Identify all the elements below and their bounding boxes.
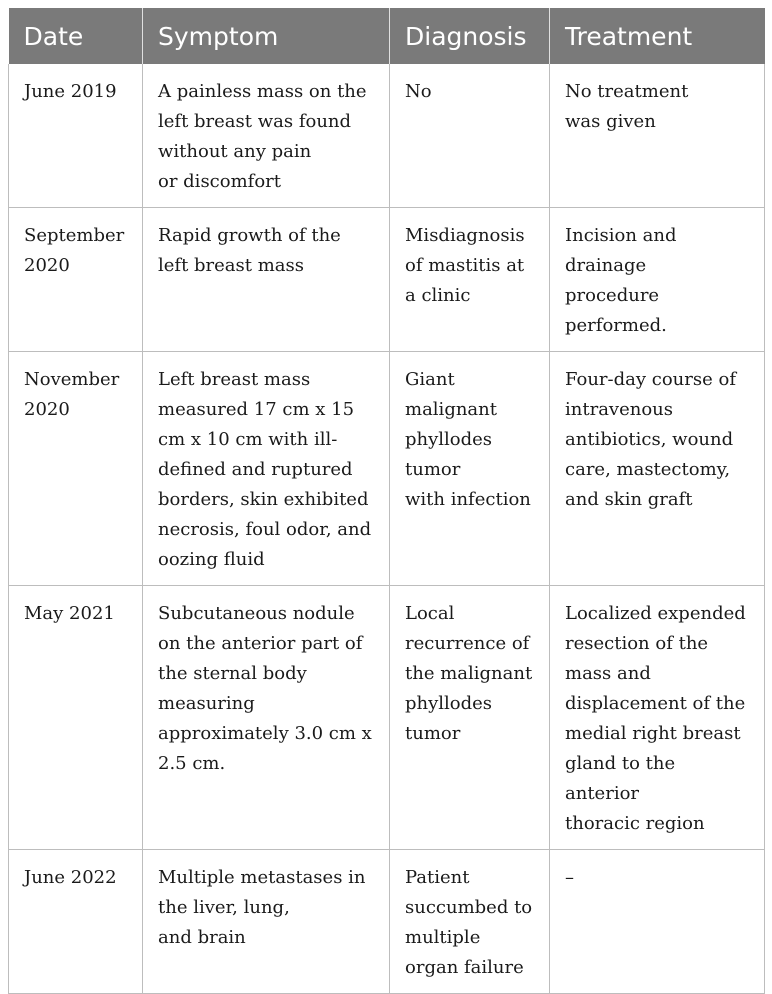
table-row (9, 352, 765, 586)
table-row (9, 586, 765, 850)
header-row (9, 8, 765, 64)
cell-treatment: Localized expended resection of the mass and displacement of the medial right breast gland to the anterior thoracic region (550, 586, 765, 850)
cell-diagnosis: No (390, 64, 550, 208)
table-row (9, 850, 765, 994)
header-diagnosis: Diagnosis (390, 8, 550, 64)
clinical-timeline-table-container (8, 8, 764, 994)
cell-date: September 2020 (9, 208, 143, 352)
cell-treatment: Incision and drainage procedure performed. (550, 208, 765, 352)
cell-diagnosis: Giant malignant phyllodes tumor with infection (390, 352, 550, 586)
table-row (9, 208, 765, 352)
table-header (9, 8, 765, 64)
cell-treatment: Four-day course of intravenous antibiotics, wound care, mastectomy, and skin graft (550, 352, 765, 586)
header-symptom: Symptom (143, 8, 390, 64)
cell-date: November 2020 (9, 352, 143, 586)
cell-symptom: Multiple metastases in the liver, lung, and brain (143, 850, 390, 994)
cell-symptom: Left breast mass measured 17 cm x 15 cm x 10 cm with ill- defined and ruptured borders, skin exhibited necrosis, foul odor, and oozing fluid (143, 352, 390, 586)
header-date: Date (23, 21, 84, 51)
cell-symptom: A painless mass on the left breast was found without any pain or discomfort (143, 64, 390, 208)
header-treatment: Treatment (550, 8, 765, 64)
cell-date: June 2019 (9, 64, 143, 208)
cell-date: May 2021 (9, 586, 143, 850)
cell-symptom: Subcutaneous nodule on the anterior part of the sternal body measuring approximately 3.0 cm x 2.5 cm. (143, 586, 390, 850)
table-row (9, 64, 765, 208)
cell-diagnosis: Local recurrence of the malignant phyllodes tumor (390, 586, 550, 850)
cell-symptom: Rapid growth of the left breast mass (143, 208, 390, 352)
cell-treatment: – (550, 850, 765, 994)
cell-date: June 2022 (9, 850, 143, 994)
cell-treatment: No treatment was given (550, 64, 765, 208)
cell-diagnosis: Misdiagnosis of mastitis at a clinic (390, 208, 550, 352)
clinical-timeline-table (8, 8, 765, 994)
table-body (9, 64, 765, 994)
cell-diagnosis: Patient succumbed to multiple organ failure (390, 850, 550, 994)
